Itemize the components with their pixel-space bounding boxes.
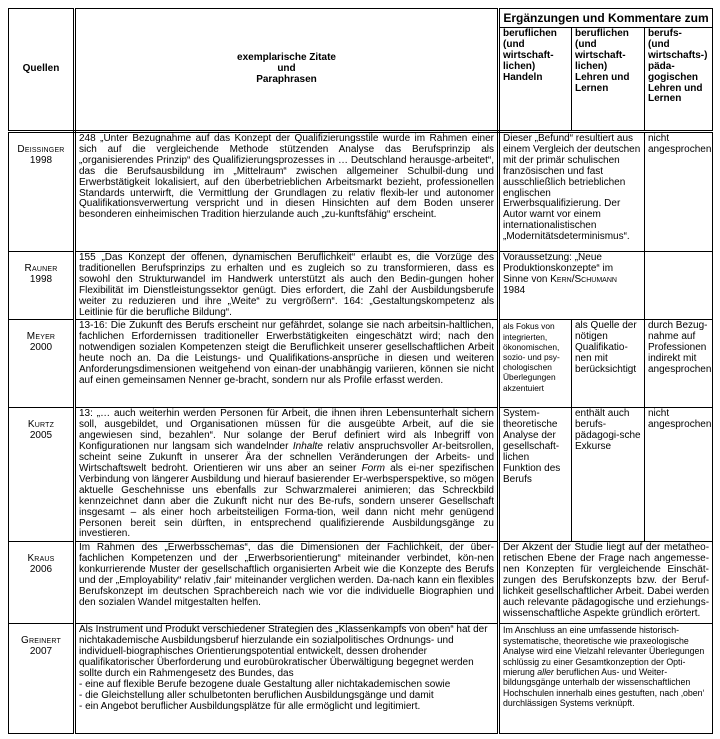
list-item: - ein Angebot beruflicher Ausbildungsplätze für alle ermöglicht und legitimiert. — [79, 702, 494, 713]
header-col-b-line: wirtschaft- — [575, 49, 626, 61]
source-year: 2006 — [29, 564, 53, 576]
source-author: Meyer — [26, 331, 56, 343]
quote-cell — [75, 252, 499, 320]
header-supplements — [499, 9, 713, 28]
source-author: Kurtz — [27, 419, 55, 431]
source-cell — [9, 252, 75, 320]
comment-cell-b — [572, 408, 645, 542]
source-author: Rauner — [24, 263, 58, 274]
quote-text: als ei-ner spezifischen Verbindung von längerer Ausbildung und hierauf basierender Er-werbsperspektive, so mögen aktuelle Geschehnisse uns ebenfalls zur Schwarzmalerei animieren; das Schreckbild kennzeichnet dann aber die Zukunft nicht nur des Be-rufs, sondern unserer Gesellschaft insgesamt – als einer hoch arbeitsteiligen Forma-tion, weil dann nicht mehr genügend Personen bereit sein dürften, in entsprechend qualifizierende Ausbildungsgänge zu investieren. — [79, 462, 494, 540]
comment-text: nicht angesprochen — [648, 133, 712, 155]
comment-text: durch Bezug-nahme auf Professionen indirekt mit angesprochen — [648, 320, 712, 376]
quote-cell — [75, 132, 499, 252]
header-col-a-line: Handeln — [503, 71, 543, 83]
source-year: 2007 — [29, 646, 53, 658]
comment-cell-c — [645, 320, 713, 408]
source-cell — [9, 320, 75, 408]
header-col-a-line: beruflichen — [503, 28, 557, 39]
header-col-b-line: (und — [575, 38, 597, 50]
comment-text: Dieser „Befund“ resultiert aus einem Vergleich der deutschen mit der primär schulischen französischen und fast ausschließlich betrieblichen englischen Erwerbsqualifizierung. Der Autor warnt vor einem internationalistischen „Modernitätsdeterminismus“. — [503, 133, 641, 243]
header-col-b-line: lichen) — [575, 60, 608, 72]
header-col-c-line: gogischen — [648, 71, 699, 83]
quote-text: Als Instrument und Produkt verschiedener Strategien des „Klassenkampfs von oben“ hat der nichtakademische Ausbildungsberuf hierzulande ein sozialpolitisches Ordnungs- und individuell-biographisches Orientierungspotential entwickelt, dessen drohender qualifikatorischer Überforderung und eurobürokratischer Überwältigung begegnet werden sollte durch ein Rahmengesetz des Bundes, das — [79, 624, 488, 679]
header-col-c-line: Lernen — [648, 93, 682, 105]
header-col-b — [572, 28, 645, 132]
header-supplements-label: Ergänzungen und Kommentare zum — [503, 10, 709, 25]
source-author: Greinert — [21, 635, 61, 647]
comment-cell-abc — [499, 542, 713, 624]
citation-table — [8, 8, 713, 734]
header-sources-label: Quellen — [22, 63, 60, 75]
comment-emphasis: aller — [537, 666, 554, 677]
quote-cell — [75, 320, 499, 408]
source-cell — [9, 408, 75, 542]
comment-text: als Fokus von integrierten, ökonomischen, sozio- und psy-chologischen Überlegungen akzentuiert — [503, 321, 560, 393]
table-row — [9, 542, 713, 624]
comment-text: nicht angesprochen — [648, 408, 712, 431]
comment-cell-ab — [499, 132, 645, 252]
comment-text: enthält auch berufs-pädagogi-sche Exkurse — [575, 408, 641, 453]
quote-cell — [75, 408, 499, 542]
header-col-b-line: beruflichen — [575, 28, 629, 39]
header-col-c-line: (und — [648, 38, 670, 50]
table-row — [9, 320, 713, 408]
source-author: Deißinger — [17, 144, 65, 155]
quote-text: Im Rahmen des „Erwerbsschemas“, das die Dimensionen der Fachlichkeit, der über-fachlichen Kompetenzen und der „Erwerbsorientierung“ miteinander verbindet, kön-nen konkurrierende Muster der gesellschaftlich organisierten Arbeit wie die Konzepte des Berufs und der „Employability“ relativ ‚fair‘ miteinander verglichen werden. Da-nach kann ein flexibles Berufskonzept im deutschen Sprachbereich nach wie vor die individuelle Biographien und den sozialen Wandel mitgestalten helfen. — [79, 542, 494, 608]
comment-text: Im Anschluss an eine umfassende historisch-systematische, theoretische wie praxeologische Analyse wird eine Vielzahl relevanter Überlegungen schlüssig zu einer Gesamtkonzeption der Opti-mierung — [503, 625, 705, 677]
table-row — [9, 132, 713, 252]
header-col-c — [645, 28, 713, 132]
source-year: 1998 — [29, 154, 53, 166]
header-col-b-line: Lehren und — [575, 71, 630, 83]
comment-cell-abc — [499, 624, 713, 734]
comment-cell-c — [645, 132, 713, 252]
header-quotes-line2: und — [277, 63, 296, 75]
header-sources — [9, 9, 75, 132]
header-col-c-line: päda- — [648, 60, 675, 72]
quote-text: relativ anspruchsvoller Ar-beitsrollen, scheint seine Zukunft in unserer Ära der schnellen Veränderungen der Arbeits- und Wirtschaftswelt bedroht. Orientieren wir uns aber an seiner — [79, 441, 494, 474]
comment-text: als Quelle der nötigen Qualifikatio-nen mit berücksichtigt — [575, 320, 637, 376]
header-col-a-line: (und — [503, 38, 525, 50]
list-item: - die Gleichstellung aller schulbetonten beruflichen Ausbildungsgänge und damit — [79, 691, 494, 702]
source-year: 1998 — [29, 273, 53, 285]
source-cell — [9, 624, 75, 734]
source-year: 2000 — [29, 342, 53, 354]
header-col-a — [499, 28, 572, 132]
quote-cell — [75, 542, 499, 624]
source-cell — [9, 132, 75, 252]
comment-text: Der Akzent der Studie liegt auf der metatheo-retischen Ebene der Frage nach angemesse-nen Konzepten für vergleichende Einschät-zungen des Berufskonzepts bzw. der Beruf-lichkeit gesellschaftlicher Arbeit. Dabei werden auch relevante pädagogische und erziehungs-wissenschaftliche Aspekte gründlich erörtert. — [503, 542, 710, 619]
header-col-a-line: lichen) — [503, 60, 536, 72]
header-col-c-line: wirtschafts-) — [648, 49, 708, 61]
list-item: - eine auf flexible Berufe bezogene duale Gestaltung aller nichtakademischen sowie — [79, 680, 494, 691]
source-year: 2005 — [29, 430, 53, 442]
comment-reference: Kern/Schumann 1984 — [503, 273, 617, 296]
header-col-c-line: berufs- — [648, 28, 682, 39]
comment-cell-c — [645, 408, 713, 542]
table-row — [9, 408, 713, 542]
comment-cell-a — [499, 408, 572, 542]
quote-bullet-list — [79, 680, 494, 713]
comment-cell-ab — [499, 252, 645, 320]
header-quotes-line3: Paraphrasen — [256, 73, 317, 85]
quote-cell — [75, 624, 499, 734]
quote-emphasis: Inhalte — [292, 441, 323, 453]
quote-text: 248 „Unter Bezugnahme auf das Konzept der Qualifizierungsstile wurde im Rahmen einer sich auf die vergleichende Methode stützenden Analyse das Berufsprinzip als „organisierendes Prinzip“ des Qualifizierungsprozesses in … Deutschland herausge-arbeitet“, das die Berufsausbildung im „Mittelraum“ zwischen allgemeiner Schulbil-dung und Erwerbstätigkeit lokalisiert, auf den überbetrieblichen Arbeitsmarkt bezieht, professionellen Standards unterwirft, die Vermittlung der Grundlagen zu relativ flexib-ler und autonomer Qualifikationsverwertung verspricht und in diesen Hinsichten auf dem Boden unserer besonderen einheimischen Tradition hierzulande auch „zu-kunftsfähig“ erscheint. — [79, 133, 494, 221]
header-quotes — [75, 9, 499, 132]
quote-emphasis: Form — [361, 462, 385, 474]
comment-text: System-theoretische Analyse der gesellschaft-lichen Funktion des Berufs — [503, 408, 561, 485]
comment-cell-b — [572, 320, 645, 408]
comment-text: Voraussetzung: „Neue Produktionskonzepte“ im Sinne von — [503, 252, 614, 285]
header-col-a-line: wirtschaft- — [503, 49, 554, 61]
comment-cell-a — [499, 320, 572, 408]
header-col-c-line: Lehren und — [648, 82, 703, 94]
header-quotes-line1: exemplarische Zitate — [237, 52, 336, 64]
quote-text: 155 „Das Konzept der offenen, dynamischen Beruflichkeit“ erlaubt es, die Vorzüge des traditionellen Berufsprinzips zu erhalten und es zugleich so zu transformieren, dass es sowohl den Strukturwandel im Handwerk unterstützt als auch den Bedin-gungen hoher Flexibilität im Dienstleistungssektor genügt. Dies erfordert, die Zahl der Ausbildungsberufe weiter zu reduzieren und ihre „Weite“ zu vergrößern“. 164: „Gestaltungskompetenz als Leitlinie für die berufliche Bildung“. — [79, 252, 494, 318]
table-row — [9, 624, 713, 734]
quote-text: 13-16: Die Zukunft des Berufs erscheint nur gefährdet, solange sie nach arbeitsin-haltlichen, fachlichen Erfordernissen traditioneller Erwerbstätigkeiten eingeschätzt wird; nach den notwendigen sozialen Kompetenzen steigt die Beruflichkeit unserer gesellschaftlichen Arbeit heute noch an. Da die Leistungs- und Qualifikations-ansprüche in diesen und weiteren Anforderungsdimensionen weitgehend von einan-der unabhängig variieren, können sie nicht auf einen gemeinsamen Nenner ge-bracht, sondern nur als Profile erfasst werden. — [79, 320, 494, 386]
header-col-b-line: Lernen — [575, 82, 609, 94]
comment-text: beruflichen Aus- und Weiter-bildungsgänge unterhalb der wissenschaftlichen Hochschulen innerhalb eines gestuften, nach ‚oben‘ durchlässigen Systems verknüpft. — [503, 666, 705, 709]
source-cell — [9, 542, 75, 624]
table-row — [9, 252, 713, 320]
quote-text: 13: „… auch weiterhin werden Personen für Arbeit, die ihnen ihren Lebensunterhalt sichern soll, ausgebildet, und Organisationen müssen für die ausgeübte Arbeit, auf die sie angewiesen sind, bezahlen“. Nur solange der Beruf definiert wird als Inbegriff von Konfigurationen nur langsam sich wandelnder — [79, 408, 494, 453]
comment-cell-c — [645, 252, 713, 320]
source-author: Kraus — [27, 553, 55, 565]
